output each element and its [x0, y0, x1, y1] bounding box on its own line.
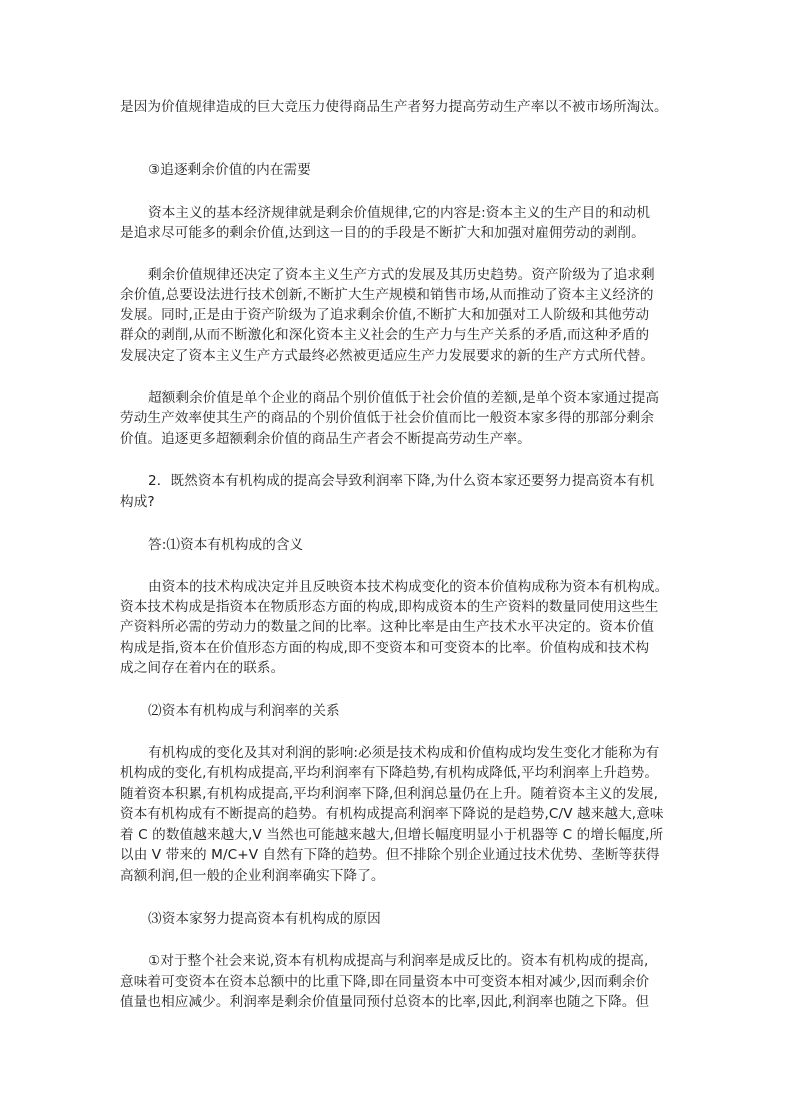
question-heading: 2．既然资本有机构成的提高会导致利润率下降,为什么资本家还要努力提高资本有机 — [148, 473, 655, 489]
paragraph-line: 意味着可变资本在资本总额中的比重下降,即在同量资本中可变资本相对减少,因而剩余价 — [120, 974, 650, 990]
paragraph-line: 价值。追逐更多超额剩余价值的商品生产者会不断提高劳动生产率。 — [120, 431, 531, 447]
paragraph-line: 发展决定了资本主义生产方式最终必然被更适应生产力发展要求的新的生产方式所代替。 — [120, 348, 655, 364]
paragraph-line: 由资本的技术构成决定并且反映资本技术构成变化的资本价值构成称为资本有机构成。 — [148, 579, 669, 595]
paragraph-line: 构成是指,资本在价值形态方面的构成,即不变资本和可变资本的比率。价值构成和技术构 — [120, 640, 650, 656]
paragraph-line: 有机构成的变化及其对利润的影响:必须是技术构成和价值构成均发生变化才能称为有 — [148, 745, 660, 761]
paragraph-line: 资本主义的基本经济规律就是剩余价值规律,它的内容是:资本主义的生产目的和动机 — [148, 205, 651, 221]
paragraph-line: 是追求尽可能多的剩余价值,达到这一目的的手段是不断扩大和加强对雇佣劳动的剥削。 — [120, 225, 645, 241]
paragraph-line: 产资料所必需的劳动力的数量之间的比率。这种比率是由生产技术水平决定的。资本价值 — [120, 619, 655, 635]
section-heading: ③追逐剩余价值的内在需要 — [148, 162, 311, 178]
paragraph-line: 高额利润,但一般的企业利润率确实下降了。 — [120, 868, 385, 884]
paragraph-line: ①对于整个社会来说,资本有机构成提高与利润率是成反比的。资本有机构成的提高, — [148, 953, 649, 969]
paragraph-line: 余价值,总要设法进行技术创新,不断扩大生产规模和销售市场,从而推动了资本主义经济的 — [120, 287, 654, 303]
section-heading: ⑵资本有机构成与利润率的关系 — [148, 703, 340, 719]
paragraph-line: 随着资本积累,有机构成提高,平均利润率下降,但利润总量仍在上升。随着资本主义的发展, — [120, 786, 659, 802]
paragraph-line: 以由 V 带来的 M/C+V 自然有下降的趋势。但不排除个别企业通过技术优势、垄断等获得 — [120, 847, 660, 863]
paragraph-line: 剩余价值规律还决定了资本主义生产方式的发展及其历史趋势。资产阶级为了追求剩 — [148, 267, 655, 283]
paragraph-line: 劳动生产效率使其生产的商品的个别价值低于社会价值而比一般资本家多得的那部分剩余 — [120, 410, 655, 426]
paragraph-line: 超额剩余价值是单个企业的商品个别价值低于社会价值的差额,是单个资本家通过提高 — [148, 390, 660, 406]
paragraph-line: 值量也相应减少。利润率是剩余价值量同预付总资本的比率,因此,利润率也随之下降。但 — [120, 994, 650, 1010]
answer-heading: 答:⑴资本有机构成的含义 — [148, 537, 304, 553]
paragraph-line: 发展。同时,正是由于资产阶级为了追求剩余价值,不断扩大和加强对工人阶级和其他劳动 — [120, 307, 650, 323]
question-heading: 构成? — [120, 494, 155, 510]
paragraph-line: 是因为价值规律造成的巨大竞压力使得商品生产者努力提高劳动生产率以不被市场所淘汰。 — [120, 99, 668, 115]
paragraph-line: 资本技术构成是指资本在物质形态方面的构成,即构成资本的生产资料的数量同使用这些生 — [120, 599, 659, 615]
paragraph-line: 着 C 的数值越来越大,V 当然也可能越来越大,但增长幅度明显小于机器等 C 的增长幅度,所 — [120, 827, 664, 843]
paragraph-line: 机构成的变化,有机构成提高,平均利润率有下降趋势,有机构成降低,平均利润率上升趋势。 — [120, 765, 659, 781]
paragraph-line: 群众的剥削,从而不断激化和深化资本主义社会的生产力与生产关系的矛盾,而这种矛盾的 — [120, 327, 650, 343]
paragraph-line: 成之间存在着内在的联系。 — [120, 660, 285, 676]
section-heading: ⑶资本家努力提高资本有机构成的原因 — [148, 911, 381, 927]
paragraph-line: 资本有机构成有不断提高的趋势。有机构成提高利润率下降说的是趋势,C/V 越来越大,意味 — [120, 806, 664, 822]
